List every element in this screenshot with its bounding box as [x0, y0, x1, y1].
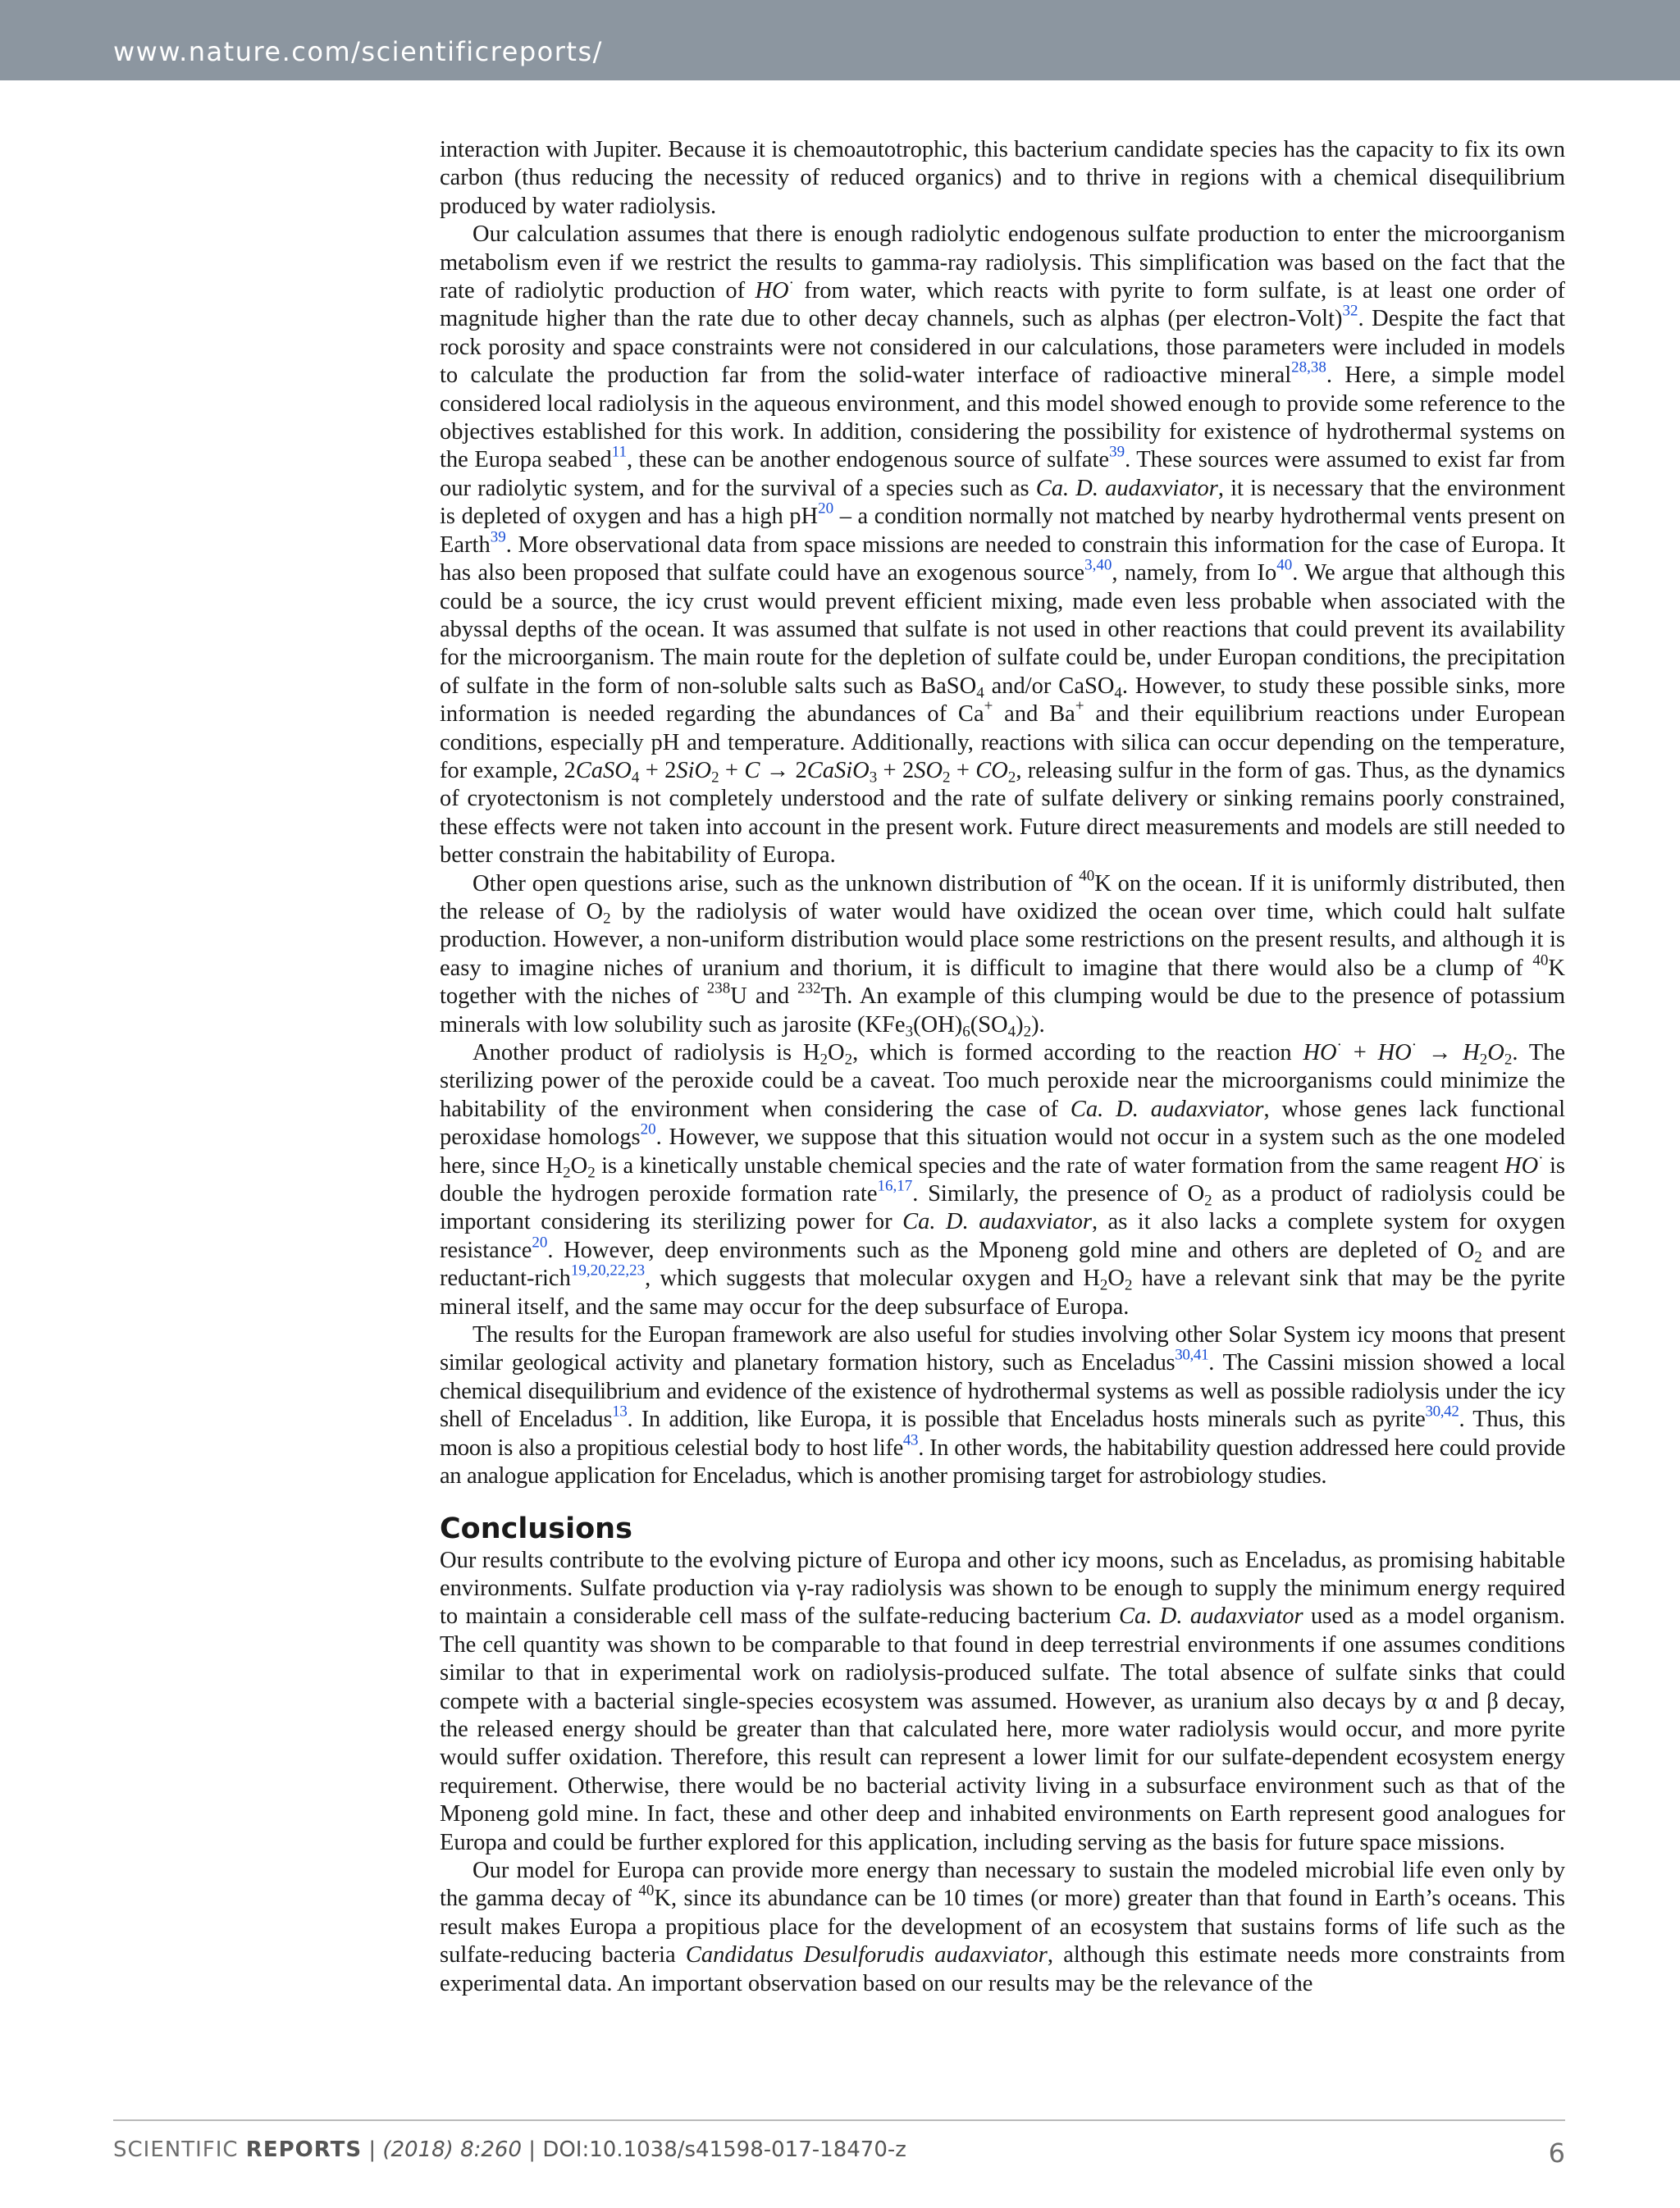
citation-link[interactable]: 16,17 — [877, 1177, 913, 1195]
paragraph-conclusions-1: Our results contribute to the evolving picture of Europa and other icy moons, such as Enceladus, as promising habitable environments. Sulfate production via γ-ray radiolysis was shown to be enough to supply the minimum energy required to maintain a considerable cell mass of the sulfate-reducing bacterium Ca. D. audaxviator used as a model organism. The cell quantity was shown to be comparable to that found in deep terrestrial environments if one assumes conditions similar to that in experimental work on radiolysis-produced sulfate. The total absence of sulfate sinks that could compete with a bacterial single-species ecosystem was assumed. However, as uranium also decays by α and β decay, the released energy should be greater than that calculated here, more water radiolysis would occur, and more pyrite would suffer oxidation. Therefore, this result can represent a lower limit for our sulfate-dependent ecosystem energy requirement. Otherwise, there would be no bacterial activity living in a subsurface environment such as that of the Mponeng gold mine. In fact, these and other deep and inhabited environments on Earth represent good analogues for Europa and could be further explored for this application, including serving as the basis for future space missions. — [440, 1547, 1565, 1855]
citation-link[interactable]: 19,20,22,23 — [570, 1261, 646, 1280]
doi-link[interactable]: DOI:10.1038/s41598-017-18470-z — [542, 2137, 906, 2162]
citation-link[interactable]: 28,38 — [1291, 358, 1326, 376]
paragraph-peroxide: Another product of radiolysis is $H_2O_2$, which is formed according to the reaction $HO^\cdot + HO^\cdot \to H_2O_2$. The sterilizing power of the peroxide could be a caveat. Too much peroxide near the microorganisms could minimize the habitability of the environment when considering the case of Ca. D. audaxviator, whose genes lack functional peroxidase homologs$^{20}$. However, we suppose that this situation would not occur in a system such as the one modeled here, since $H_2O_2$ is a kinetically unstable chemical species and the rate of water formation from the same reagent HO· is double the hydrogen peroxide formation rate$^{16,17}$. Similarly, the presence of $O_2$ as a product of radiolysis could be important considering its sterilizing power for Ca. D. audaxviator, as it also lacks a complete system for oxygen resistance$^{20}$. However, deep environments such as the Mponeng gold mine and others are depleted of $O_2$ and are reductant-rich$^{19,20,22,23}$, which suggests that molecular oxygen and $H_2O_2$ have a relevant sink that may be the pyrite mineral itself, and the same may occur for the deep subsurface of Europa. — [440, 1036, 1566, 1320]
citation-link[interactable]: 20 — [640, 1120, 656, 1138]
page-number: 6 — [1548, 2137, 1565, 2169]
citation-link[interactable]: 43 — [902, 1431, 919, 1449]
citation-link[interactable]: 32 — [1342, 303, 1358, 321]
citation-link[interactable]: 20 — [818, 500, 834, 518]
section-heading-conclusions: Conclusions — [440, 1512, 632, 1545]
citation-link[interactable]: 40 — [1276, 556, 1293, 574]
header-bar — [0, 0, 1680, 80]
citation-info: (2018) 8:260 — [382, 2137, 523, 2162]
citation-link[interactable]: 39 — [490, 528, 506, 546]
citation-link[interactable]: 20 — [532, 1234, 548, 1252]
journal-name: SCIENTIFIC REPORTS — [113, 2137, 363, 2162]
citation-link[interactable]: 30,42 — [1425, 1403, 1459, 1421]
footer-divider — [113, 2119, 1565, 2121]
citation-link[interactable]: 30,41 — [1175, 1347, 1209, 1365]
article-body — [440, 136, 1565, 1998]
paragraph-sulfate-production: Our calculation assumes that there is enough radiolytic endogenous sulfate production to enter the microorganism metabolism even if we restrict the results to gamma-ray radiolysis. This simplification was based on the fact that the rate of radiolytic production of HO· from water, which reacts with pyrite to form sulfate, is at least one order of magnitude higher than the rate due to other decay channels, such as alphas (per electron-Volt)$^{32}$. Despite the fact that rock porosity and space constraints were not considered in our calculations, those parameters were included in models to calculate the production far from the solid-water interface of radioactive mineral$^{28,38}$. Here, a simple model considered local radiolysis in the aqueous environment, and this model showed enough to provide some reference to the objectives established for this work. In addition, considering the possibility for existence of hydrothermal systems on the Europa seabed$^{11}$, these can be another endogenous source of sulfate$^{39}$. These sources were assumed to exist far from our radiolytic system, and for the survival of a species such as Ca. D. audaxviator, it is necessary that the environment is depleted of oxygen and has a high pH$^{20}$ – a condition normally not matched by nearby hydrothermal vents present on Earth$^{39}$. More observational data from space missions are needed to constrain this information for the case of Europa. It has also been proposed that sulfate could have an exogenous source$^{3,40}$, namely, from Io$^{40}$. We argue that although this could be a source, the icy crust would prevent efficient mixing, made even less probable when associated with the abyssal depths of the ocean. It was assumed that sulfate is not used in other reactions that could prevent its availability for the microorganism. The main route for the depletion of sulfate could be, under Europan conditions, the precipitation of sulfate in the form of non-soluble salts such as BaSO$_4$ and/or CaSO$_4$. However, to study these possible sinks, more information is needed regarding the abundances of Ca+ and Ba+ and their equilibrium reactions under European conditions, especially pH and temperature. Additionally, reactions with silica can occur depending on the temperature, for example, 2CaSO$_4$ + 2SiO$_2$ + C → 2CaSiO$_3$ + $2SO_2 + CO_2$, releasing sulfur in the form of gas. Thus, as the dynamics of cryotectonism is not completely understood and the rate of sulfate delivery or sinking remains poorly constrained, these effects were not taken into account in the present work. Future direct measurements and models are still needed to better constrain the habitability of Europa. — [440, 221, 1566, 869]
paragraph-conclusions-2: Our model for Europa can provide more energy than necessary to sustain the modeled microbial life even only by the gamma decay of $^{40}$K, since its abundance can be 10 times (or more) greater than that found in Earth’s oceans. This result makes Europa a propitious place for the development of an ecosystem that sustains forms of life such as the sulfate-reducing bacteria Candidatus Desulforudis audaxviator, although this estimate needs more constraints from experimental data. An important observation based on our results may be the relevance of the — [440, 1857, 1565, 1996]
inline-equation: 2CaSO$_4$ + 2SiO$_2$ + C → 2CaSiO$_3$ + $2SO_2 + CO_2$ — [564, 757, 1016, 787]
site-url[interactable]: www.nature.com/scientificreports/ — [113, 36, 603, 67]
citation-link[interactable]: 39 — [1109, 444, 1125, 462]
citation-link[interactable]: 11 — [611, 444, 628, 462]
paragraph-potassium-distribution: Other open questions arise, such as the unknown distribution of $^{40}$K on the ocean. If it is uniformly distributed, then the release of $O_2$ by the radiolysis of water would have oxidized the ocean over time, which could halt sulfate production. However, a non-uniform distribution would place some restrictions on the present results, and although it is easy to imagine niches of uranium and thorium, it is difficult to imagine that there would also be a clump of $^{40}$K together with the niches of $^{238}$U and $^{232}$Th. An example of this clumping would be due to the presence of potassium minerals with low solubility such as jarosite $(KFe_3(OH)_6(SO_4)_2)$. — [440, 867, 1565, 1041]
paragraph-enceladus: The results for the Europan framework are also useful for studies involving other Solar System icy moons that present similar geological activity and planetary formation history, such as Enceladus$^{30,41}$. The Cassini mission showed a local chemical disequilibrium and evidence of the existence of hydrothermal systems as well as possible radiolysis under the icy shell of Enceladus$^{13}$. In addition, like Europa, it is possible that Enceladus hosts minerals such as pyrite$^{30,42}$. Thus, this moon is also a propitious celestial body to host life$^{43}$. In other words, the habitability question addressed here could provide an analogue application for Enceladus, which is another promising target for astrobiology studies. — [440, 1322, 1566, 1489]
citation-link[interactable]: 3,40 — [1084, 556, 1112, 574]
paragraph-continued: interaction with Jupiter. Because it is chemoautotrophic, this bacterium candidate species has the capacity to fix its own carbon (thus reducing the necessity of reduced organics) and to thrive in regions with a chemical disequilibrium produced by water radiolysis. — [440, 137, 1565, 219]
citation-link[interactable]: 13 — [612, 1403, 628, 1421]
page-footer: SCIENTIFIC REPORTS | (2018) 8:260 | DOI:10.1038/s41598-017-18470-z 6 — [113, 2137, 1565, 2169]
inline-equation: $HO^\cdot + HO^\cdot \to H_2O_2$ — [1303, 1036, 1513, 1069]
